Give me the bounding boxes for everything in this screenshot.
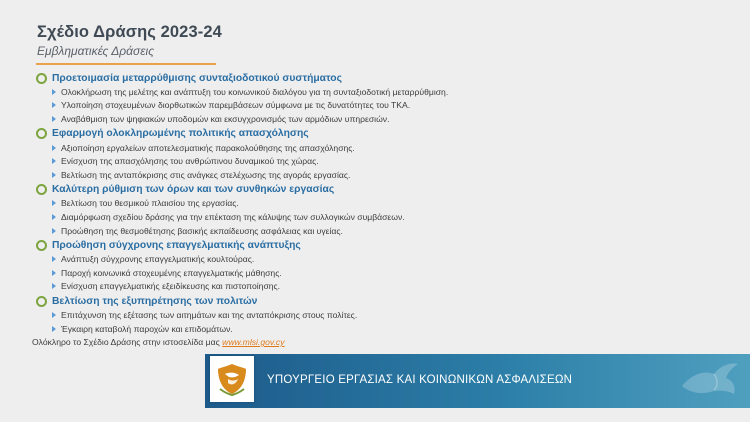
list-item-text: Υλοποίηση στοχευμένων διορθωτικών παρεμβάσεων σύμφωνα με τις δυνατότητες του ΤΚΑ.	[61, 100, 411, 111]
list-item	[36, 141, 596, 155]
page-title: Σχέδιο Δράσης 2023-24	[37, 23, 222, 41]
arrow-bullet-icon	[52, 256, 56, 262]
arrow-bullet-icon	[52, 283, 56, 289]
list-item	[36, 252, 596, 266]
list-item	[36, 210, 596, 224]
list-item	[36, 322, 596, 336]
arrow-bullet-icon	[52, 214, 56, 220]
list-item	[36, 112, 596, 126]
page-subtitle: Εμβληματικές Δράσεις	[37, 44, 155, 58]
arrow-bullet-icon	[52, 326, 56, 332]
list-item	[36, 168, 596, 182]
circle-bullet-icon	[36, 184, 47, 195]
coat-of-arms-logo	[210, 356, 254, 402]
section-employment-policy	[36, 127, 596, 182]
circle-bullet-icon	[36, 73, 47, 84]
section-citizen-service	[36, 294, 596, 335]
footer-text	[32, 337, 285, 347]
ministry-banner	[205, 354, 750, 408]
list-item-text: Διαμόρφωση σχεδίου δράσης για την επέκταση της κάλυψης των συλλογικών συμβάσεων.	[61, 211, 405, 222]
section-title: Προώθηση σύγχρονης επαγγελματικής ανάπτυξης	[52, 239, 301, 251]
list-item-text: Αναβάθμιση των ψηφιακών υποδομών και εκσυγχρονισμός των αρμόδιων υπηρεσιών.	[61, 113, 390, 124]
list-item-text: Βελτίωση του θεσμικού πλαισίου της εργασίας.	[61, 198, 239, 209]
list-item-text: Ενίσχυση της απασχόλησης του ανθρώπινου δυναμικού της χώρας.	[61, 156, 319, 167]
arrow-bullet-icon	[52, 200, 56, 206]
ministry-name: ΥΠΟΥΡΓΕΙΟ ΕΡΓΑΣΙΑΣ ΚΑΙ ΚΟΙΝΩΝΙΚΩΝ ΑΣΦΑΛΙΣΕΩΝ	[267, 374, 573, 386]
dove-watermark-icon	[674, 356, 744, 406]
section-pension-reform	[36, 71, 596, 126]
list-item-text: Παροχή κοινωνικά στοχευμένης επαγγελματικής μάθησης.	[61, 267, 282, 278]
footer-label: Ολόκληρο το Σχέδιο Δράσης στην ιστοσελίδα μας	[32, 337, 220, 347]
section-title: Βελτίωση της εξυπηρέτησης των πολιτών	[52, 295, 258, 307]
list-item	[36, 85, 596, 99]
section-title: Εφαρμογή ολοκληρωμένης πολιτικής απασχόλησης	[52, 128, 309, 140]
section-title: Καλύτερη ρύθμιση των όρων και των συνθηκών εργασίας	[52, 184, 335, 196]
list-item-text: Βελτίωση της ανταπόκρισης στις ανάγκες στελέχωσης της αγοράς εργασίας.	[61, 169, 351, 180]
list-item-text: Ολοκλήρωση της μελέτης και ανάπτυξη του κοινωνικού διαλόγου για τη συνταξιοδοτική μεταρρύθμιση.	[61, 86, 449, 97]
list-item	[36, 308, 596, 322]
cyprus-emblem-icon	[215, 361, 249, 397]
circle-bullet-icon	[36, 296, 47, 307]
arrow-bullet-icon	[52, 145, 56, 151]
list-item-text: Επιτάχυνση της εξέτασης των αιτημάτων και της ανταπόκρισης στους πολίτες.	[61, 309, 358, 320]
section-heading	[36, 183, 596, 197]
list-item	[36, 197, 596, 211]
arrow-bullet-icon	[52, 158, 56, 164]
section-heading	[36, 294, 596, 308]
section-working-conditions	[36, 183, 596, 238]
action-plan-list	[36, 70, 596, 335]
list-item	[36, 154, 596, 168]
section-title: Προετοιμασία μεταρρύθμισης συνταξιοδοτικού συστήματος	[52, 72, 342, 84]
list-item-text: Αξιοποίηση εργαλείων αποτελεσματικής παρακολούθησης της απασχόλησης.	[61, 142, 355, 153]
section-professional-development	[36, 238, 596, 293]
circle-bullet-icon	[36, 240, 47, 251]
section-heading	[36, 71, 596, 85]
arrow-bullet-icon	[52, 172, 56, 178]
list-item-text: Προώθηση της θεσμοθέτησης βασικής εκπαίδευσης ασφάλειας και υγείας.	[61, 225, 343, 236]
arrow-bullet-icon	[52, 228, 56, 234]
arrow-bullet-icon	[52, 116, 56, 122]
arrow-bullet-icon	[52, 102, 56, 108]
arrow-bullet-icon	[52, 89, 56, 95]
circle-bullet-icon	[36, 128, 47, 139]
list-item	[36, 224, 596, 238]
list-item	[36, 99, 596, 113]
list-item	[36, 266, 596, 280]
title-underline	[36, 63, 216, 65]
list-item	[36, 280, 596, 294]
arrow-bullet-icon	[52, 270, 56, 276]
website-link[interactable]: www.mlsi.gov.cy	[222, 337, 285, 347]
section-heading	[36, 238, 596, 252]
section-heading	[36, 127, 596, 141]
list-item-text: Ανάπτυξη σύγχρονης επαγγελματικής κουλτούρας.	[61, 254, 255, 265]
list-item-text: Ενίσχυση επαγγελματικής εξειδίκευσης και πιστοποίησης.	[61, 281, 281, 292]
arrow-bullet-icon	[52, 312, 56, 318]
list-item-text: Έγκαιρη καταβολή παροχών και επιδομάτων.	[61, 323, 233, 334]
